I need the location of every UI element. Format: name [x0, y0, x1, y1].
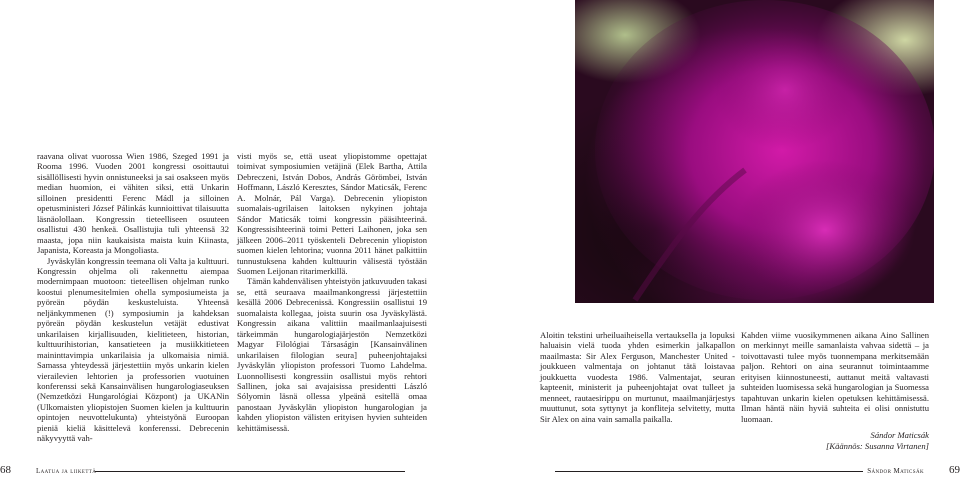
paragraph: Aloitin tekstini urheiluaiheisella vertauksella ja lopuksi haluaisin vielä tuoda yhden esimerkin jalkapallon maailmasta: Sir Alex Ferguson, Manchester United -joukkueen valmentaja on johtanut tätä loistavaa joukkuetta vuodesta 1986. Valmentajat, seuran kapteenit, ministerit ja puheenjohtajat ovat tulleet ja menneet, rautaesirippu on murtunut, maailmanjärjestys muuttunut, sota syttynyt ja konfliteja selvitetty, mutta Sir Alex on aina vain samalla paikalla.	[540, 330, 735, 424]
translation-credit: [Käännös: Susanna Virtanen]	[826, 440, 929, 451]
running-footer-right: Sándor Maticsák	[867, 467, 924, 475]
left-page-column-1	[37, 151, 229, 444]
running-footer-left: Laatua ja liikettä	[36, 467, 97, 475]
footer-rule-right	[555, 471, 863, 472]
paragraph: raavana olivat vuorossa Wien 1986, Szeged 1991 ja Rooma 1996. Vuoden 2001 kongressi osoittautui sisällöllisesti hyvin onnistuneeksi ja sai osakseen myös median huomion, ei vähiten siksi, että Unkarin silloinen presidentti Ferenc Mádl ja silloinen opetusministeri József Pálinkás kunnioittivat tilaisuutta läsnäolollaan. Kongressin tieteelliseen osuuteen osallistui 430 henkeä. Osallistujia tuli yhteensä 32 maasta, jopa niin kaukaisista maista kuin Kiinasta, Japanista, Koreasta ja Mongoliasta.	[37, 151, 229, 256]
author-signature: Sándor Maticsák	[870, 430, 929, 441]
page-number-right: 69	[949, 464, 960, 476]
petunia-photo	[575, 0, 934, 303]
right-page-column-2	[741, 330, 929, 451]
petunia-flower-image	[575, 0, 934, 303]
paragraph: visti myös se, että useat yliopistomme opettajat toimivat symposiumien vetäjinä (Elek Bartha, Attila Debreczeni, István Dobos, András Görömbei, István Hoffmann, László Keresztes, Sándor Maticsák, Ferenc A. Molnár, Pál Varga). Debrecenin yliopiston suomalais-ugrilaisen laitoksen nykyinen johtaja Sándor Maticsák toimi kongressin pääsihteerinä. Kongressisihteerinä toimi Petteri Laihonen, joka sen jälkeen 2006–2011 työskenteli Debrecenin yliopiston suomen kielen lehtorina; vuonna 2011 hänet palkittiin tunnustuksena kahden kulttuurin välisestä työstään Suomen Leijonan ritarimerkillä.	[237, 151, 427, 276]
page-number-left: 68	[0, 464, 11, 476]
footer-rule-left	[95, 471, 405, 472]
paragraph: Kahden viime vuosikymmenen aikana Aino Sallinen on merkinnyt meille samanlaista vahvaa sidettä – ja toivottavasti tulee myös tuonnempana merkitsemään paljon. Rehtori on aina seurannut toimintaamme erityisen kiinnostuneesti, auttanut meitä valtavasti suhteiden luomisessa sekä hungarologian ja Suomessa tapahtuvan unkarin kielen opetuksen kehittämisessä. Ilman häntä näin hyviä suhteita ei olisi onnistuttu luomaan.	[741, 330, 929, 424]
paragraph: Jyväskylän kongressin teemana oli Valta ja kulttuuri. Kongressin ohjelma oli rakennettu aiempaa modernimpaan muotoon: tieteellisen ohjelman runko koostui plenumesitelmien ohella symposiumeista ja pyöreän pöydän keskusteluista. Yhteensä neljänkymmenen (!) symposiumin ja kahdeksan pyöreän pöydän keskustelun vetäjät edustivat unkarilaisen kirjallisuuden, kielitieteen, historian, kulttuurihistorian, kansatieteen ja musiikkitieteen maininttavimpia unkarilaisia ja ulkomaisia nimiä. Samassa yhteydessä järjestettiin myös unkarin kielen vierailevien lehtorien ja professorien vuotuinen konferenssi sekä Kansainvälisen hungarologiaseuksen (Nemzetközi Hungarológiai Központ) ja UKANin (Ulkomaisten yliopistojen Suomen kielen ja kulttuurin opintojen neuvottelukunta) yhteistyönä Euroopan pieniä kieliä käsittelevä konferenssi. Debrecenin näkyvyyttä vah-	[37, 255, 229, 444]
right-page-column-1	[540, 330, 735, 424]
paragraph: Tämän kahdenvälisen yhteistyön jatkuvuuden takasi se, että seuraava maailmankongressi järjestettiin kesällä 2006 Debrecenissä. Kongressiin osallistui 19 suomalaista kollegaa, joista suurin osa Jyväskylästä. Kongressin aikana valittiin maailmanlaajuisesti tärkeimmän hungarologiajärjestön Nemzetközi Magyar Filológiai Társaságin [Kansainvälinen unkarilaisen filologian seura] puheenjohtajaksi Jyväskylän yliopiston professori Tuomo Lahdelma. Luonnollisesti kongressiin osallistui myös rehtori Sallinen, joka sai avajaisissa presidentti László Sólyomin läsnä ollessa ylpeänä esitellä omaa panostaan Jyväskylän yliopiston hungarologian ja kahden yliopiston välisten erityisen hyvien suhteiden kehittämisessä.	[237, 276, 427, 433]
left-page-column-2	[237, 151, 427, 433]
